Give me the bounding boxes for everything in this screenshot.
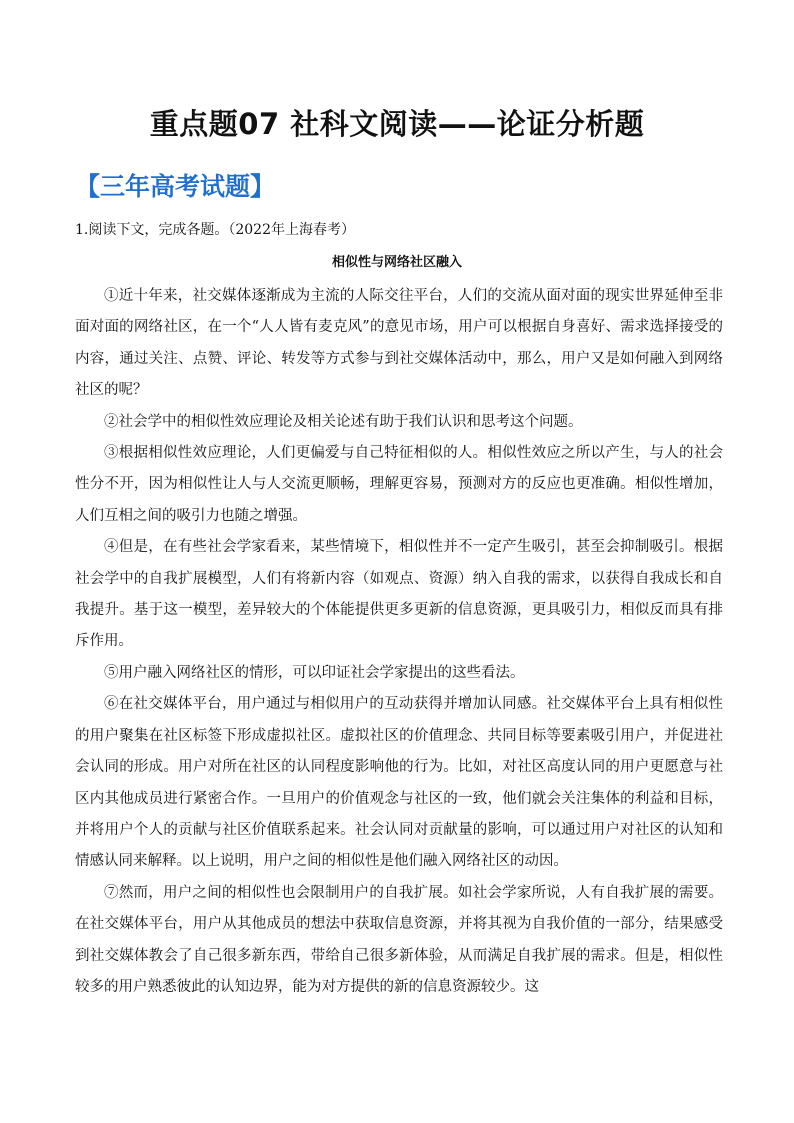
- passage-body: [75, 281, 723, 1003]
- passage-title: 相似性与网络社区融入: [331, 255, 462, 270]
- document-title: 重点题07 社科文阅读——论证分析题: [149, 107, 645, 141]
- question-prompt: 1.阅读下文，完成各题。（2022年上海春考）: [75, 222, 355, 238]
- paragraph-5: ⑤用户融入网络社区的情形，可以印证社会学家提出的这些看法。: [104, 664, 525, 681]
- paragraph-3: ③根据相似性效应理论，人们更偏爱与自己特征相似的人。相似性效应之所以产生，与人的社会性分不开，因为相似性让人与人交流更顺畅，理解更容易，预测对方的反应也更准确。相似性增加，人们互相之间的吸引力也随之增强。: [75, 445, 723, 524]
- paragraph-2: ②社会学中的相似性效应理论及相关论述有助于我们认识和思考这个问题。: [104, 413, 583, 430]
- section-heading: 【三年高考试题】: [75, 172, 276, 201]
- paragraph-7: ⑦然而，用户之间的相似性也会限制用户的自我扩展。如社会学家所说，人有自我扩展的需要。在社交媒体平台，用户从其他成员的想法中获取信息资源，并将其视为自我价值的一部分，结果感受到社交媒体教会了自己很多新东西，带给自己很多新体验，从而满足自我扩展的需求。但是，相似性较多的用户熟悉彼此的认知边界，能为对方提供的新的信息资源较少。这: [75, 884, 723, 995]
- paragraph-6: ⑥在社交媒体平台，用户通过与相似用户的互动获得并增加认同感。社交媒体平台上具有相似性的用户聚集在社区标签下形成虚拟社区。虚拟社区的价值理念、共同目标等要素吸引用户，并促进社会认同的形成。用户对所在社区的认同程度影响他的行为。比如，对社区高度认同的用户更愿意与社区内其他成员进行紧密合作。一旦用户的价值观念与社区的一致，他们就会关注集体的利益和目标，并将用户个人的贡献与社区价值联系起来。社会认同对贡献量的影响，可以通过用户对社区的认知和情感认同来解释。以上说明，用户之间的相似性是他们融入网络社区的动因。: [75, 696, 723, 870]
- paragraph-1: ①近十年来，社交媒体逐渐成为主流的人际交往平台，人们的交流从面对面的现实世界延伸至非面对面的网络社区，在一个“人人皆有麦克风”的意见市场，用户可以根据自身喜好、需求选择接受的内容，通过关注、点赞、评论、转发等方式参与到社交媒体活动中，那么，用户又是如何融入到网络社区的呢？: [75, 288, 723, 399]
- paragraph-4: ④但是，在有些社会学家看来，某些情境下，相似性并不一定产生吸引，甚至会抑制吸引。根据社会学中的自我扩展模型，人们有将新内容（如观点、资源）纳入自我的需求，以获得自我成长和自我提升。基于这一模型，差异较大的个体能提供更多更新的信息资源，更具吸引力，相似反而具有排斥作用。: [75, 539, 723, 650]
